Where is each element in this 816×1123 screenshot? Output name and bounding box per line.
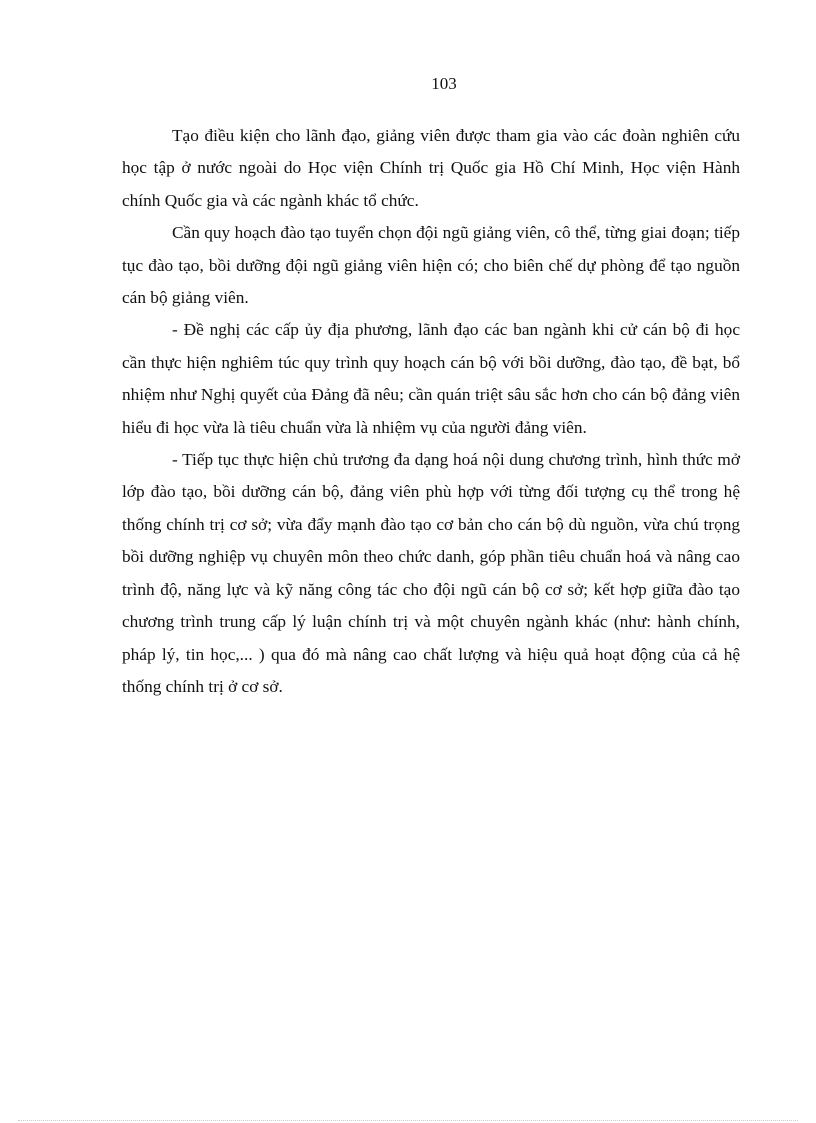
paragraph-3: - Đề nghị các cấp ủy địa phương, lãnh đạo các ban ngành khi cử cán bộ đi học cần thực hiện nghiêm túc quy trình quy hoạch cán bộ với bồi dưỡng, đào tạo, đề bạt, bổ nhiệm như Nghị quyết của Đảng đã nêu; cần quán triệt sâu sắc hơn cho cán bộ đảng viên hiểu đi học vừa là tiêu chuẩn vừa là nhiệm vụ của người đảng viên. xyxy=(122,320,740,437)
paragraph-1: Tạo điều kiện cho lãnh đạo, giảng viên được tham gia vào các đoàn nghiên cứu học tập ở nước ngoài do Học viện Chính trị Quốc gia Hồ Chí Minh, Học viện Hành chính Quốc gia và các ngành khác tổ chức. xyxy=(122,126,740,210)
bottom-divider xyxy=(18,1120,798,1121)
body-text xyxy=(122,120,740,703)
page-number: 103 xyxy=(431,74,457,93)
paragraph-2: Cần quy hoạch đào tạo tuyển chọn đội ngũ giảng viên, cô thể, từng giai đoạn; tiếp tục đào tạo, bồi dưỡng đội ngũ giảng viên hiện có; cho biên chế dự phòng để tạo nguồn cán bộ giảng viên. xyxy=(122,223,740,308)
paragraph-4: - Tiếp tục thực hiện chủ trương đa dạng hoá nội dung chương trình, hình thức mở lớp đào tạo, bồi dưỡng cán bộ, đảng viên phù hợp với từng đối tượng cụ thể trong hệ thống chính trị cơ sở; vừa đẩy mạnh đào tạo cơ bản cho cán bộ dù nguồn, vừa chú trọng bồi dưỡng nghiệp vụ chuyên môn theo chức danh, góp phần tiêu chuẩn hoá và nâng cao trình độ, năng lực và kỹ năng công tác cho đội ngũ cán bộ cơ sở; kết hợp giữa đào tạo chương trình trung cấp lý luận chính trị và một chuyên ngành khác (như: hành chính, pháp lý, tin học,... ) qua đó mà nâng cao chất lượng và hiệu quả hoạt động của cả hệ thống chính trị ở cơ sở. xyxy=(122,450,740,696)
